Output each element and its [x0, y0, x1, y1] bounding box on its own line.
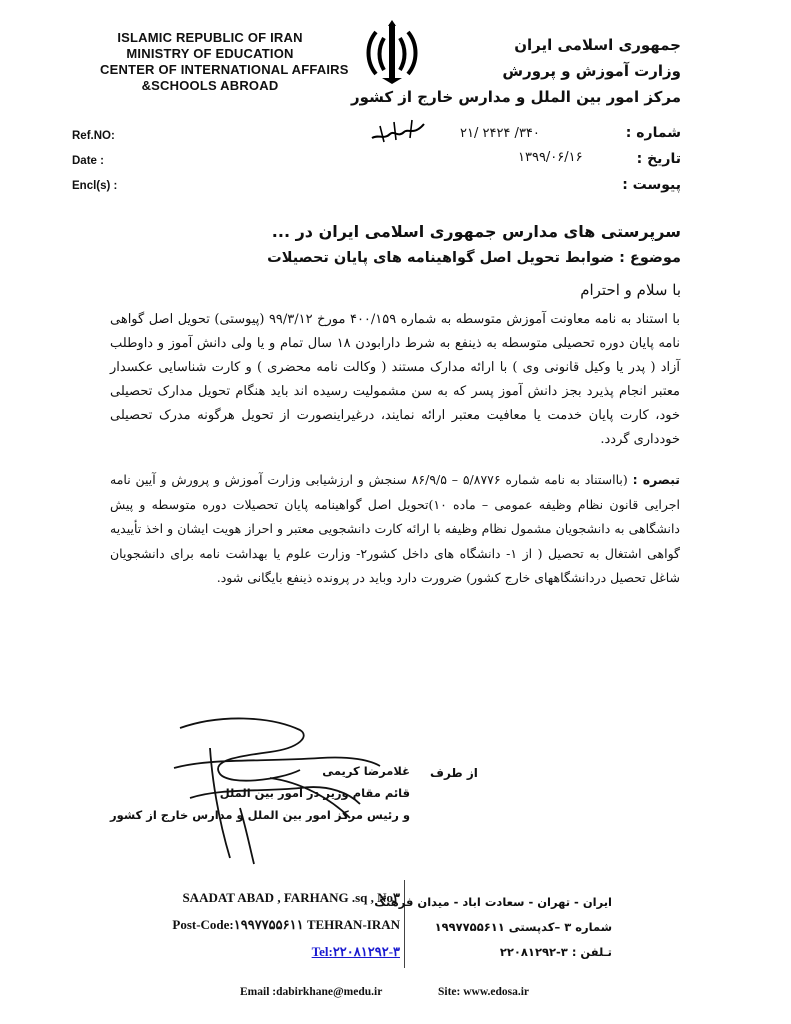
on-behalf-label: از طرف: [430, 766, 478, 780]
ref-label-fa: شماره :: [625, 125, 681, 141]
signature-block: [109, 760, 410, 826]
header-en: [100, 30, 349, 94]
note-label: تبصره :: [632, 472, 680, 487]
footer-postcode-fa: شماره ۳ –کدپستی ۱۹۹۷۷۵۵۶۱۱: [434, 920, 612, 934]
encl-label-en: Encl(s) :: [72, 180, 118, 192]
date-label-fa: تاریخ :: [636, 151, 681, 167]
header-en-line4: &SCHOOLS ABROAD: [141, 78, 279, 93]
footer-address-en: SAADAT ABAD , FARHANG .sq , No۳: [182, 890, 400, 905]
letter-paragraph-2: [110, 468, 680, 591]
basmala-calligraphy-icon: [368, 116, 428, 146]
note-text: (بااستناد به نامه شماره ۵/۸۷۷۶ – ۸۶/۹/۵ سنجش و ارزشیابی وزارت آموزش و پرورش و آیین نامه اجرایی قانون نظام وظیفه عمومی – ماده ۱۰)تحویل اصل گواهینامه پایان تحصیلات دوره متوسطه و پیش دانشگاهی به دانشجویان مشمول نظام وظیفه با ارائه کارت دانشجویی معتبر و احراز هویت ایشان و اخذ تأییدیه گواهی اشتغال به تحصیل ( از ۱- دانشگاه های داخل کشور۲- وزارت علوم یا بهداشت نامه برای دانشجویان شاغل تحصیل دردانشگاههای خارج کشور) ضرورت دارد وباید در پرونده ذینفع بایگانی شود.: [110, 472, 680, 585]
letter-subject: موضوع : ضوابط تحویل اصل گواهینامه های پایان تحصیلات: [267, 250, 681, 266]
footer-email[interactable]: Email :dabirkhane@medu.ir: [240, 986, 383, 998]
date-label-en: Date :: [72, 155, 104, 167]
letter-paragraph-1: با استناد به نامه معاونت آموزش متوسطه به شماره ۴۰۰/۱۵۹ مورخ ۹۹/۳/۱۲ (پیوستی) تحویل اصل گواهی نامه پایان دوره تحصیلی متوسطه به ذینفع به شرط دارابودن ۱۸ سال تمام و یا ولی دانش آموز و داوطلب آزاد ( پدر یا وکیل قانونی وی ) با ارائه مدارک مستند ( وکالت نامه محضری ) و کارت شناسایی عکسدار معتبر انجام پذیرد بجز دانش آموز پسر که به سن مشمولیت رسیده اند باید هنگام تحویل مدارک تحصیلی خود، کارت پایان خدمت یا معافیت معتبر ارائه نمایند، درغیراینصورت از تحویل هرگونه مدرک تحصیلی خودداری گردد.: [110, 312, 680, 447]
header-fa-line3: مرکز امور بین الملل و مدارس خارج از کشور: [351, 88, 681, 106]
ref-label-en: Ref.NO:: [72, 130, 115, 142]
footer-address-fa: ایران - تهران - سعادت اباد - میدان فرهنگ: [374, 895, 612, 909]
letter-title: سرپرستی های مدارس جمهوری اسلامی ایران در ...: [271, 222, 681, 241]
footer-en: [160, 884, 400, 965]
ref-labels-en: [72, 124, 117, 199]
ref-labels-fa: [622, 120, 681, 198]
header-fa-line2: وزارت آموزش و پرورش: [502, 62, 681, 80]
header-fa-line1: جمهوری اسلامی ایران: [514, 36, 681, 54]
signatory-name: غلامرضا کریمی: [322, 764, 410, 778]
header-en-line3: CENTER OF INTERNATIONAL AFFAIRS: [100, 62, 349, 77]
footer-tel-fa: تـلفن : ۳-۲۲۰۸۱۲۹۲: [499, 945, 612, 959]
letter-date: ۱۳۹۹/۰۶/۱۶: [518, 150, 583, 165]
signatory-position-1: قائم مقام وزیر در امور بین الملل: [219, 786, 410, 800]
header-fa: [351, 32, 681, 110]
footer-tel-en[interactable]: Tel:۲۲۰۸۱۲۹۲-۳: [311, 944, 400, 959]
header-en-line1: ISLAMIC REPUBLIC OF IRAN: [117, 30, 303, 45]
footer-fa: [374, 890, 612, 965]
encl-label-fa: پیوست :: [622, 177, 681, 193]
signatory-position-2: و رئیس مرکز امور بین الملل و مدارس خارج از کشور: [109, 808, 410, 822]
header-en-line2: MINISTRY OF EDUCATION: [126, 46, 294, 61]
letter-number: ۳۴۰/ ۲۴۲۴ /۲۱: [460, 126, 540, 141]
footer-site[interactable]: Site: www.edosa.ir: [438, 986, 530, 998]
footer-postcode-en: Post-Code:۱۹۹۷۷۵۵۶۱۱ TEHRAN-IRAN: [172, 917, 400, 932]
letter-greeting: با سلام و احترام: [580, 281, 681, 299]
